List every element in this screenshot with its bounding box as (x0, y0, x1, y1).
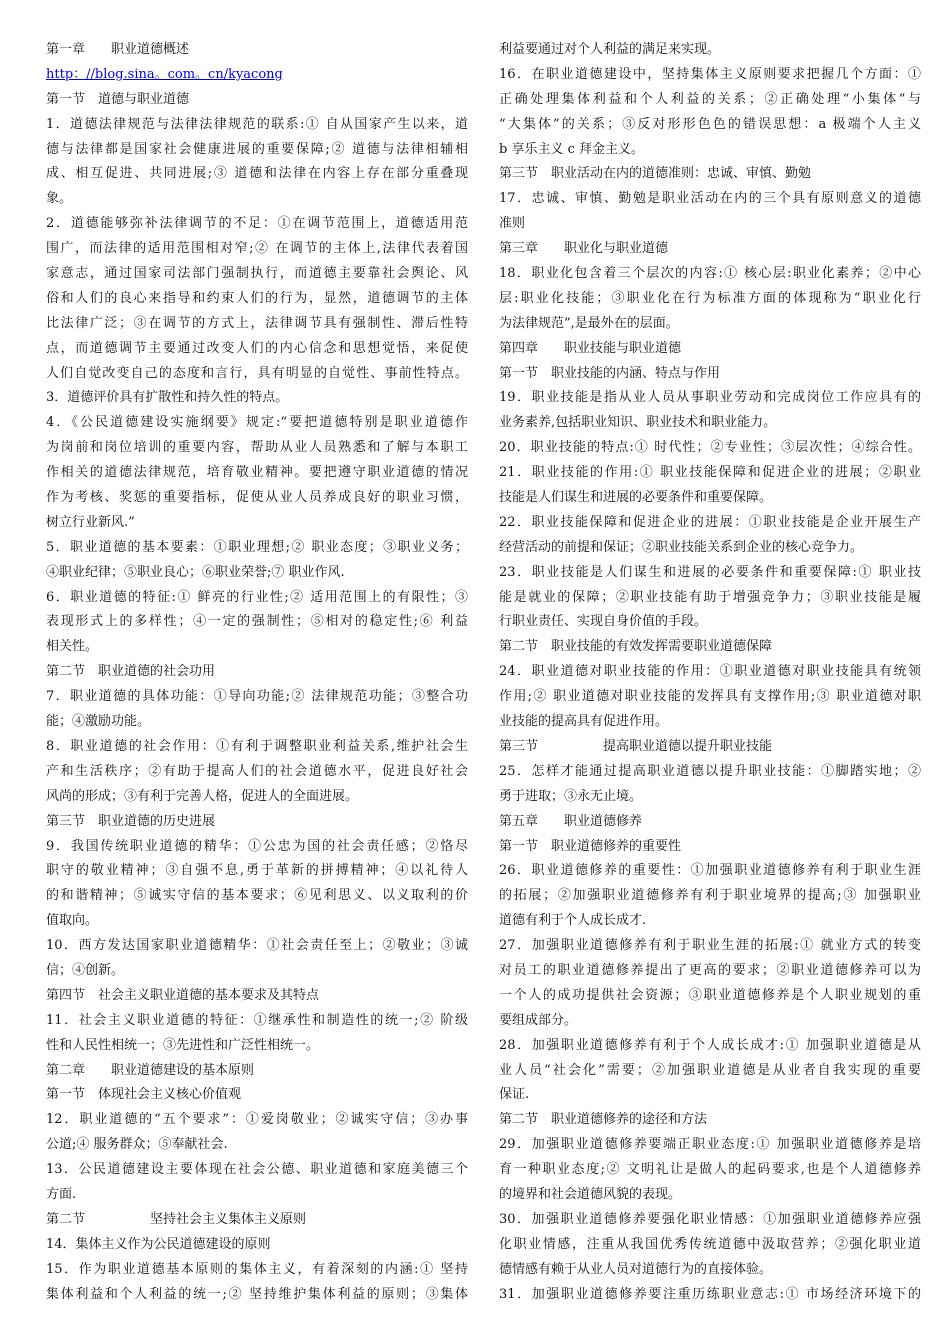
text-line: 15．作为职业道德基本原则的集体主义，有着深刻的内涵:① 坚持 (46, 1261, 468, 1277)
link-text[interactable]: http：//blog.sina。com。cn/kyacong (46, 66, 283, 82)
text-line: 点，而道德调节主要通过改变人们的内心信念和思想觉悟，来促使 (46, 340, 468, 356)
section-heading: 第二节 坚持社会主义集体主义原则 (46, 1211, 307, 1227)
text-line: 9．我国传统职业道德的精华：①公忠为国的社会责任感；②恪尽 (46, 838, 468, 854)
text-line: 30．加强职业道德修养要强化职业情感：①加强职业道德修养应强 (499, 1211, 921, 1227)
text-line: 23．职业技能是人们谋生和进展的必要条件和重要保障:① 职业技 (499, 564, 921, 580)
text-line: 的境界和社会道德风貌的表现。 (499, 1186, 682, 1202)
text-line: 3．道德评价具有扩散性和持久性的特点。 (46, 390, 289, 406)
text-line: 22．职业技能保障和促进企业的进展：①职业技能是企业开展生产 (499, 514, 921, 530)
text-line: 4．《公民道德建设实施纲要》规定:“要把道德特别是职业道德作 (46, 415, 468, 431)
text-line: 19．职业技能是指从业人员从事职业劳动和完成岗位工作应具有的 (499, 390, 921, 406)
text-line: 17．忠诚、审慎、勤勉是职业活动在内的三个具有原则意义的道德 (499, 191, 921, 207)
text-line: 值取向。 (46, 913, 99, 929)
section-heading: 第三节 职业活动在内的道德准则：忠诚、审慎、勤勉 (499, 166, 812, 182)
section-heading: 第三节 提高职业道德以提升职业技能 (499, 738, 773, 754)
text-line: 10．西方发达国家职业道德精华：①社会责任至上；②敬业；③诚 (46, 938, 468, 954)
text-line: 5．职业道德的基本要素：①职业理想;② 职业态度；③职业义务； (46, 539, 468, 555)
text-line: 13．公民道德建设主要体现在社会公德、职业道德和家庭美德三个 (46, 1162, 468, 1178)
text-line: 1．道德法律规范与法律法律规范的联系:① 自从国家产生以来，道 (46, 116, 468, 132)
text-line: 20．职业技能的特点:① 时代性；②专业性；③层次性；④综合性。 (499, 440, 921, 456)
section-heading: 第三章 职业化与职业道德 (499, 241, 669, 257)
text-line: “大集体”的关系；③反对形形色色的错误思想：a 极端个人主义 (499, 116, 921, 132)
text-line: 8．职业道德的社会作用：①有利于调整职业利益关系,维护社会生 (46, 738, 468, 754)
section-heading: 第二节 职业道德修养的途径和方法 (499, 1112, 708, 1128)
text-line: 28．加强职业道德修养有利于个人成长成才:① 加强职业道德是从 (499, 1037, 921, 1053)
text-line: 业技能的提高具有促进作用。 (499, 714, 669, 730)
text-line: 信；④创新。 (46, 962, 125, 978)
section-heading: 第一节 体现社会主义核心价值观 (46, 1087, 242, 1103)
text-line: 德情感有赖于从业人员对道德行为的直接体验。 (499, 1261, 773, 1277)
text-line: 方面. (46, 1186, 77, 1202)
section-heading: 第一节 道德与职业道德 (46, 91, 190, 107)
section-heading: 第一节 职业技能的内涵、特点与作用 (499, 365, 721, 381)
text-line: 风尚的形成；③有利于完善人格，促进人的全面进展。 (46, 788, 359, 804)
text-line: 正确处理集体利益和个人利益的关系；②正确处理“小集体”与 (499, 91, 921, 107)
text-line: 象。 (46, 191, 73, 207)
section-heading: 第二节 职业技能的有效发挥需要职业道德保障 (499, 639, 773, 655)
text-line: 能是就业的保障；②职业技能有助于增强竞争力；③职业技能是履 (499, 589, 921, 605)
text-line: 德与法律都是国家社会健康进展的重要保障;② 道德与法律相辅相 (46, 141, 468, 157)
text-line: 14．集体主义作为公民道德建设的原则 (46, 1236, 271, 1252)
text-line: 为岗前和岗位培训的重要内容，帮助从业人员熟悉和了解与本职工 (46, 440, 468, 456)
section-heading: 第三节 职业道德的历史进展 (46, 813, 216, 829)
text-line: 6．职业道德的特征:① 鲜亮的行业性;② 适用范围上的有限性；③ (46, 589, 468, 605)
text-line: 相关性。 (46, 639, 99, 655)
text-line: 16．在职业道德建设中，坚持集体主义原则要求把握几个方面：① (499, 66, 921, 82)
text-line: 准则 (499, 216, 526, 232)
text-line: 利益要通过对个人利益的满足来实现。 (499, 42, 721, 57)
text-line: 层:职业化技能；③职业化在行为标准方面的体现称为“职业化行 (499, 290, 921, 306)
text-line: 12．职业道德的“五个要求”：①爱岗敬业；②诚实守信；③办事 (46, 1112, 468, 1128)
text-line: 24．职业道德对职业技能的作用：①职业道德对职业技能具有统领 (499, 664, 921, 680)
text-line: 围广，而法律的适用范围相对窄;② 在调节的主体上,法律代表着国 (46, 241, 468, 257)
text-line: 行职业责任、实现自身价值的手段。 (499, 614, 708, 630)
text-line: 29．加强职业道德修养要端正职业态度:① 加强职业道德修养是培 (499, 1137, 921, 1153)
text-line: 技能是人们谋生和进展的必要条件和重要保障。 (499, 490, 773, 506)
left-column (46, 38, 468, 1307)
text-line: 一个人的成功提供社会资源；③职业道德修养是个人职业规划的重 (499, 987, 921, 1003)
text-line: 作为考核、奖惩的重要指标，促使从业人员养成良好的职业习惯， (46, 490, 468, 506)
text-line: 18．职业化包含着三个层次的内容:① 核心层:职业化素养；②中心 (499, 266, 921, 282)
text-line: 性和人民性相统一；③先进性和广泛性相统一。 (46, 1037, 320, 1053)
text-line: 的和谐精神；⑤诚实守信的基本要求；⑥见利思义、以义取利的价 (46, 888, 468, 904)
text-line: 保证. (499, 1087, 530, 1103)
text-line: ④职业纪律；⑤职业良心；⑥职业荣誉;⑦ 职业作风. (46, 564, 345, 580)
text-line: 勇于进取；③永无止境。 (499, 788, 643, 804)
text-line: 的拓展；②加强职业道德修养有利于职业境界的提高;③ 加强职业 (499, 888, 921, 904)
text-line: 作相关的道德法律规范，培育敬业精神。要把遵守职业道德的情况 (46, 465, 468, 481)
text-line: b 享乐主义 c 拜金主义。 (499, 141, 644, 157)
section-heading: 第四章 职业技能与职业道德 (499, 340, 682, 356)
text-line: 31．加强职业道德修养要注重历练职业意志:① 市场经济环境下的 (499, 1286, 921, 1302)
text-line: 公道;④ 服务群众；⑤奉献社会. (46, 1137, 228, 1153)
text-line: 化职业情感，注重从我国优秀传统道德中汲取营养；②强化职业道 (499, 1236, 921, 1252)
text-line: 对员工的职业道德修养提出了更高的要求；②职业道德修养可以为 (499, 962, 921, 978)
blog-link[interactable] (46, 63, 468, 88)
text-line: 表现形式上的多样性；④一定的强制性；⑤相对的稳定性;⑥ 利益 (46, 614, 468, 630)
text-line: 产和生活秩序；②有助于提高人们的社会道德水平，促进良好社会 (46, 763, 468, 779)
text-line: 经营活动的前提和保证；②职业技能关系到企业的核心竞争力。 (499, 539, 864, 555)
text-line: 26．职业道德修养的重要性：①加强职业道德修养有利于职业生涯 (499, 863, 921, 879)
text-line: 树立行业新风.” (46, 514, 135, 530)
text-line: 人们自觉改变自己的态度和言行，具有明显的自觉性、事前性特点。 (46, 365, 468, 381)
right-column (499, 38, 921, 1307)
text-line: 业人员“社会化”需要；②加强职业道德是从业者自我实现的重要 (499, 1062, 921, 1078)
section-heading: 第一章 职业道德概述 (46, 42, 190, 57)
text-line: 家意志，通过国家司法部门强制执行，而道德主要靠社会舆论、风 (46, 266, 468, 282)
section-heading: 第二章 职业道德建设的基本原则 (46, 1062, 255, 1078)
text-line: 道德有利于个人成长成才. (499, 913, 647, 929)
text-line: 业务素养,包括职业知识、职业技术和职业能力。 (499, 415, 777, 431)
section-heading: 第二节 职业道德的社会功用 (46, 664, 216, 680)
text-line: 俗和人们的良心来指导和约束人们的行为，显然，道德调节的主体 (46, 290, 468, 306)
text-line: 7．职业道德的具体功能：①导向功能;② 法律规范功能；③整合功 (46, 689, 468, 705)
text-line: 比法律广泛；③在调节的方式上，法律调节具有强制性、滞后性特 (46, 315, 468, 331)
text-line: 为法律规范”,是最外在的层面。 (499, 315, 679, 331)
text-line: 集体利益和个人利益的统一;② 坚持维护集体利益的原则；③集体 (46, 1286, 468, 1302)
text-line: 育一种职业态度;② 文明礼让是做人的起码要求,也是个人道德修养 (499, 1162, 921, 1178)
text-line: 11．社会主义职业道德的特征：①继承性和制造性的统一;② 阶级 (46, 1012, 468, 1028)
text-line: 成、相互促进、共同进展;③ 道德和法律在内容上存在部分重叠现 (46, 166, 468, 182)
text-line: 25．怎样才能通过提高职业道德以提升职业技能：①脚踏实地；② (499, 763, 921, 779)
text-line: 21．职业技能的作用:① 职业技能保障和促进企业的进展；②职业 (499, 465, 921, 481)
text-line: 作用;② 职业道德对职业技能的发挥具有支撑作用;③ 职业道德对职 (499, 689, 921, 705)
text-line: 27．加强职业道德修养有利于职业生涯的拓展:① 就业方式的转变 (499, 938, 921, 954)
text-line: 要组成部分。 (499, 1012, 578, 1028)
section-heading: 第一节 职业道德修养的重要性 (499, 838, 682, 854)
text-line: 2．道德能够弥补法律调节的不足：①在调节范围上，道德适用范 (46, 216, 468, 232)
text-line: 能；④激励功能。 (46, 714, 151, 730)
section-heading: 第四节 社会主义职业道德的基本要求及其特点 (46, 987, 320, 1003)
text-line: 职守的敬业精神；③自强不息,勇于革新的拼搏精神；④以礼待人 (46, 863, 468, 879)
section-heading: 第五章 职业道德修养 (499, 813, 643, 829)
